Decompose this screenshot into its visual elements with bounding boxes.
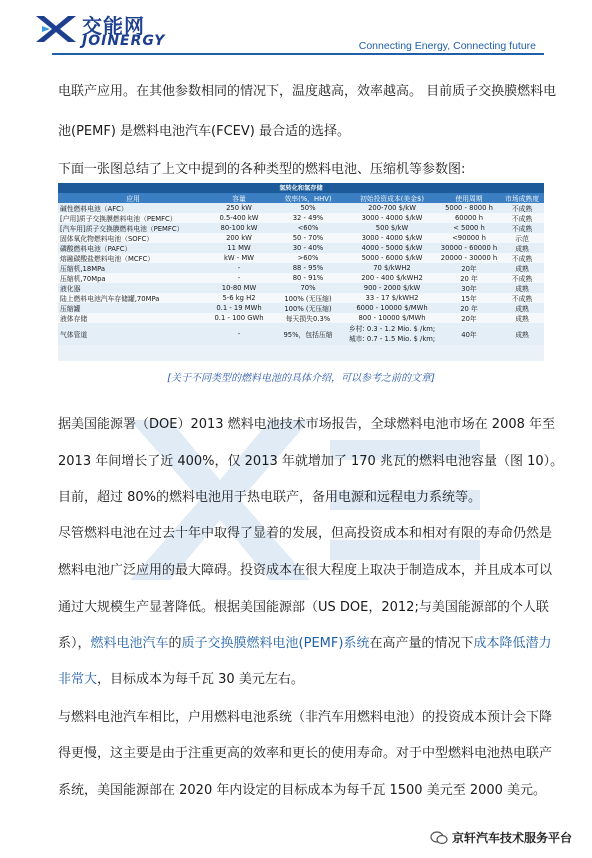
table-cell: 不成熟 <box>500 223 544 233</box>
table-row <box>58 253 544 263</box>
table-cell: 陆上燃料电池汽车存储罐,70MPa <box>58 293 208 303</box>
table-cell: 成熟 <box>500 323 544 345</box>
table-cell: 20 年 <box>438 303 500 313</box>
text-span: 在高产量的情况下 <box>369 636 474 651</box>
table-header: 初始投资成本(美金$) <box>346 193 438 203</box>
table-cell: 不成熟 <box>500 273 544 283</box>
logo-chinese-name: 交能网 <box>82 14 145 38</box>
table-row <box>58 283 544 293</box>
table-row <box>58 243 544 253</box>
table-cell: 5000 - 6000 $/kW <box>346 253 438 263</box>
cost-reduction-link-cont[interactable]: 非常大 <box>58 672 98 687</box>
table-cell: 不成熟 <box>500 293 544 303</box>
table-cell: 压缩机,18MPa <box>58 263 208 273</box>
table-cell: 88 - 95% <box>270 263 346 273</box>
paragraph-line: 尽管燃料电池在过去十年中取得了显着的发展，但高投资成本和相对有限的寿命仍然是 <box>58 526 553 541</box>
table-cell: 0.1 - 100 GWh <box>208 313 270 323</box>
table-cell: 60000 h <box>438 213 500 223</box>
table-cell: 成熟 <box>500 263 544 273</box>
paragraph-line: 2013 年间增长了近 400%，仅 2013 年就增加了 170 兆瓦的燃料电池容量（图 10）。 <box>58 454 564 469</box>
table-cell: 200 kW <box>208 233 270 243</box>
table-cell: 200-700 $/kW <box>346 203 438 213</box>
table-cell: 15年 <box>438 293 500 303</box>
table-cell: <60% <box>270 223 346 233</box>
paragraph-line <box>58 632 551 651</box>
table-cell: 20000 - 30000 h <box>438 253 500 263</box>
cost-reduction-link[interactable]: 成本降低潜力 <box>473 636 552 651</box>
pipeline-cost-line: 乡村: 0.3 - 1.2 Mio. $ /km; <box>348 324 436 333</box>
table-cell: [汽车用]质子交换膜燃料电池（PEMFC） <box>58 223 208 233</box>
paragraph-line: 系统，美国能源部在 2020 年内设定的目标成本为每千瓦 1500 美元至 2000 美元。 <box>58 783 547 798</box>
table-cell: 11 MW <box>208 243 270 253</box>
header-slogan: Connecting Energy, Connecting future <box>358 40 536 52</box>
text-span: ，目标成本为每千瓦 30 美元左右。 <box>97 672 304 687</box>
table-row <box>58 213 544 223</box>
fcev-link[interactable]: 燃料电池汽车 <box>90 636 169 651</box>
table-cell: 不成熟 <box>500 253 544 263</box>
table-row <box>58 223 544 233</box>
table-cell: 0.1 - 19 MWh <box>208 303 270 313</box>
table-header: 应用 <box>58 193 208 203</box>
table-cell: 碱性燃料电池（AFC） <box>58 203 208 213</box>
table-cell: 50 - 70% <box>270 233 346 243</box>
table-cell: 30 - 40% <box>270 243 346 253</box>
brand-name: 京轩汽车技术服务平台 <box>451 831 572 845</box>
pemf-system-link[interactable]: 质子交换膜燃料电池(PEMF)系统 <box>181 636 370 651</box>
table-cell: 0.5-400 kW <box>208 213 270 223</box>
table-cell: 压缩机,70Mpa <box>58 273 208 283</box>
table-cell: 500 $/kW <box>346 223 438 233</box>
table-cell: < 5000 h <box>438 223 500 233</box>
table-row <box>58 263 544 273</box>
table-cell: 4000 - 5000 $/kW <box>346 243 438 253</box>
table-cell: 20年 <box>438 313 500 323</box>
paragraph-line: 燃料电池广泛应用的最大障碍。投资成本在很大程度上取决于制造成本，并且成本可以 <box>58 563 553 578</box>
table-cell: 20 年 <box>438 273 500 283</box>
parameter-table <box>58 183 544 345</box>
table-cell: [户用]质子交换膜燃料电池（PEMFC） <box>58 213 208 223</box>
table-cell: 6000 - 10000 $/MWh <box>346 303 438 313</box>
paragraph-line: 得更慢，这主要是由于注重更高的效率和更长的使用寿命。对于中型燃料电池热电联产 <box>58 746 553 761</box>
table-cell: 200 - 400 $/kWH2 <box>346 273 438 283</box>
table-row <box>58 293 544 303</box>
table-cell: 250 kW <box>208 203 270 213</box>
table-cell: 成熟 <box>500 283 544 293</box>
table-row <box>58 313 544 323</box>
table-cell: 液化器 <box>58 283 208 293</box>
table-cell: 33 - 17 $/kWH2 <box>346 293 438 303</box>
table-cell: 800 - 10000 $/MWh <box>346 313 438 323</box>
table-title: 氢转化和氢存储 <box>58 183 544 193</box>
joinergy-logo-icon <box>34 12 78 46</box>
table-cell: 40年 <box>438 323 500 345</box>
paragraph-line: 池(PEMF) 是燃料电池汽车(FCEV) 最合适的选择。 <box>58 124 350 139</box>
table-caption: [关于不同类型的燃料电池的具体介绍，可以参考之前的文章] <box>167 373 435 384</box>
table-cell: 10-80 MW <box>208 283 270 293</box>
logo-english-name: JOINERGY <box>82 33 166 49</box>
table-cell: - <box>208 273 270 283</box>
table-cell: 100% (无压缩) <box>270 293 346 303</box>
table-cell: 70 $/kWH2 <box>346 263 438 273</box>
table-cell: 成熟 <box>500 243 544 253</box>
table-cell: - <box>208 263 270 273</box>
header-divider <box>52 53 544 55</box>
paragraph-line: 目前，超过 80%的燃料电池用于热电联产，备用电源和远程电力系统等。 <box>58 490 482 505</box>
wechat-icon <box>430 831 448 845</box>
table-cell: - <box>208 323 270 345</box>
table-cell: 70% <box>270 283 346 293</box>
table-cell: 100% (无压缩) <box>270 303 346 313</box>
table-row <box>58 273 544 283</box>
table-cell: 每天损失0.3% <box>270 313 346 323</box>
pipeline-cost-line: 城市: 0.7 - 1.5 Mio. $ /km; <box>348 334 436 343</box>
table-row <box>58 203 544 213</box>
table-header: 效率(%，HHV) <box>270 193 346 203</box>
paragraph-line <box>58 668 304 687</box>
table-cell: 不成熟 <box>500 203 544 213</box>
paragraph-line: 据美国能源署（DOE）2013 燃料电池技术市场报告，全球燃料电池市场在 2008 年至 <box>58 417 556 432</box>
table-cell: 5-6 kg H2 <box>208 293 270 303</box>
paragraph-line: 通过大规模生产显著降低。根据美国能源部（US DOE，2012;与美国能源部的个人联 <box>58 600 549 615</box>
table-cell: 900 - 2000 $/kW <box>346 283 438 293</box>
table-cell: 30年 <box>438 283 500 293</box>
table-cell: 50% <box>270 203 346 213</box>
table-cell: 20年 <box>438 263 500 273</box>
table-cell: 80-100 kW <box>208 223 270 233</box>
page-header <box>0 0 592 58</box>
table-cell: 液体存储 <box>58 313 208 323</box>
table-cell: 5000 - 8000 h <box>438 203 500 213</box>
table-header: 市场成熟度 <box>500 193 544 203</box>
table-cell: 固体氧化物燃料电池（SOFC） <box>58 233 208 243</box>
paragraph-line: 电联产应用。在其他参数相同的情况下，温度越高，效率越高。 目前质子交换膜燃料电 <box>58 84 557 99</box>
table-cell: 成熟 <box>500 303 544 313</box>
table-cell: 气体管道 <box>58 323 208 345</box>
table-cell: 示范 <box>500 233 544 243</box>
table-row <box>58 233 544 243</box>
table-cell: 熔融碳酸盐燃料电池（MCFC） <box>58 253 208 263</box>
wechat-brand <box>430 829 572 846</box>
text-span: 的 <box>168 636 182 651</box>
table-cell: 3000 - 4000 $/kW <box>346 213 438 223</box>
table-cell: 95%，包括压缩 <box>270 323 346 345</box>
table-cell: 压缩罐 <box>58 303 208 313</box>
table-cell: 32 - 49% <box>270 213 346 223</box>
table-cell: <90000 h <box>438 233 500 243</box>
table-header: 容量 <box>208 193 270 203</box>
fuel-cell-parameter-table <box>58 183 544 361</box>
table-cell: 磷酸燃料电池（PAFC） <box>58 243 208 253</box>
table-cell: 成熟 <box>500 313 544 323</box>
table-cell: 30000 - 60000 h <box>438 243 500 253</box>
table-cell: 80 - 91% <box>270 273 346 283</box>
table-header: 使用周期 <box>438 193 500 203</box>
pipeline-cost <box>349 324 435 344</box>
table-cell: 不成熟 <box>500 213 544 223</box>
table-row <box>58 323 544 345</box>
table-cell: 3000 - 4000 $/kW <box>346 233 438 243</box>
paragraph-line: 与燃料电池汽车相比，户用燃料电池系统（非汽车用燃料电池）的投资成本预计会下降 <box>58 710 553 725</box>
text-span: 系）， <box>58 636 91 651</box>
table-cell: kW - MW <box>208 253 270 263</box>
table-cell: >60% <box>270 253 346 263</box>
table-cell <box>346 323 438 345</box>
table-row <box>58 303 544 313</box>
paragraph-intro-table: 下面一张图总结了上文中提到的各种类型的燃料电池、压缩机等参数图: <box>58 162 466 177</box>
